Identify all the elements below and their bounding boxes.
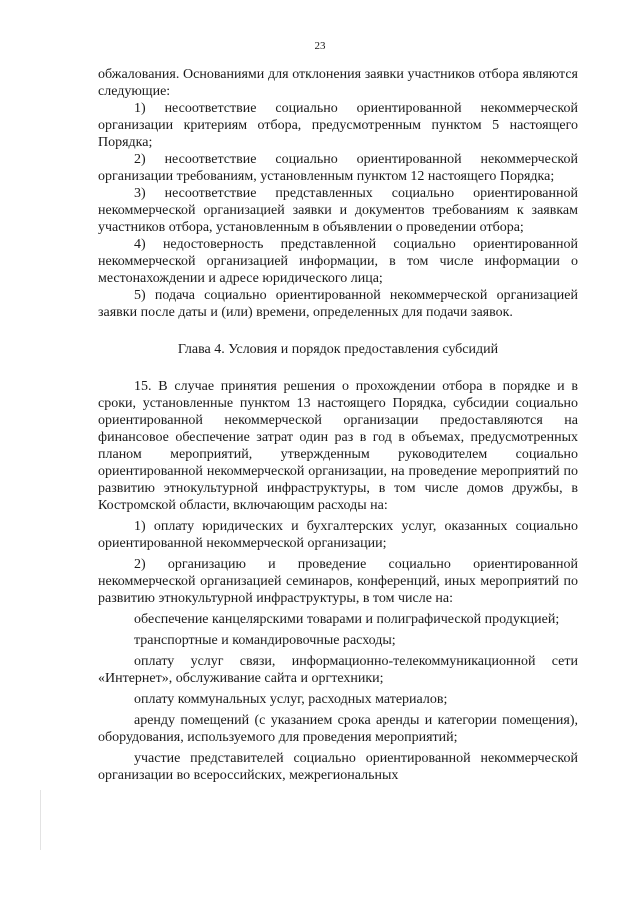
paragraph-subitem-utilities: оплату коммунальных услуг, расходных материалов; [134, 692, 448, 707]
chapter-heading: Глава 4. Условия и порядок предоставления субсидий [177, 342, 499, 357]
paragraph-ground-1: 1) несоответствие социально ориентированной некоммерческой организации критериям отбора, предусмотренным пунктом 5 настоящего Порядка; [98, 101, 578, 150]
paragraph-subitem-rent: аренду помещений (с указанием срока аренды и категории помещения), оборудования, используемого для проведения мероприятий; [98, 713, 578, 745]
paragraph-expense-2: 2) организацию и проведение социально ориентированной некоммерческой организацией семинаров, конференций, иных мероприятий по развитию этнокультурной инфраструктуры, в том числе на: [98, 557, 578, 606]
paragraph-ground-5: 5) подача социально ориентированной некоммерческой организацией заявки после даты и (или) времени, определенных для подачи заявок. [98, 288, 578, 320]
paragraph-ground-3: 3) несоответствие представленных социально ориентированной некоммерческой организацией заявки и документов требованиям к заявкам участников отбора, установленным в объявлении о проведении отбора; [98, 186, 578, 235]
paragraph-clause-15: 15. В случае принятия решения о прохождении отбора в порядке и в сроки, установленные пунктом 13 настоящего Порядка, субсидии социально ориентированной некоммерческой организации предоставляются на финансовое обеспечение затрат один раз в год в объемах, предусмотренных планом мероприятий, утвержденным руководителем социально ориентированной некоммерческой организации, на проведение мероприятий по развитию этнокультурной инфраструктуры, в том числе домов дружбы, в Костромской области, включающим расходы на: [98, 379, 578, 513]
scan-margin-mark [40, 790, 41, 850]
paragraph-grounds-intro: обжалования. Основаниями для отклонения заявки участников отбора являются следующие: [98, 67, 578, 99]
paragraph-subitem-transport: транспортные и командировочные расходы; [134, 633, 396, 648]
paragraph-expense-1: 1) оплату юридических и бухгалтерских услуг, оказанных социально ориентированной некоммерческой организации; [98, 519, 578, 551]
paragraph-ground-4: 4) недостоверность представленной социально ориентированной некоммерческой организацией информации, в том числе информации о местонахождении и адресе юридического лица; [98, 237, 578, 286]
paragraph-subitem-participation: участие представителей социально ориентированной некоммерческой организации во всероссийских, межрегиональных [98, 751, 578, 783]
paragraph-subitem-communications: оплату услуг связи, информационно-телекоммуникационной сети «Интернет», обслуживание сайта и оргтехники; [98, 654, 578, 686]
document-body [98, 66, 578, 784]
paragraph-subitem-stationery: обеспечение канцелярскими товарами и полиграфической продукцией; [134, 612, 560, 627]
page-number: 23 [314, 40, 326, 52]
paragraph-ground-2: 2) несоответствие социально ориентированной некоммерческой организации требованиям, установленным пунктом 12 настоящего Порядка; [98, 152, 578, 184]
